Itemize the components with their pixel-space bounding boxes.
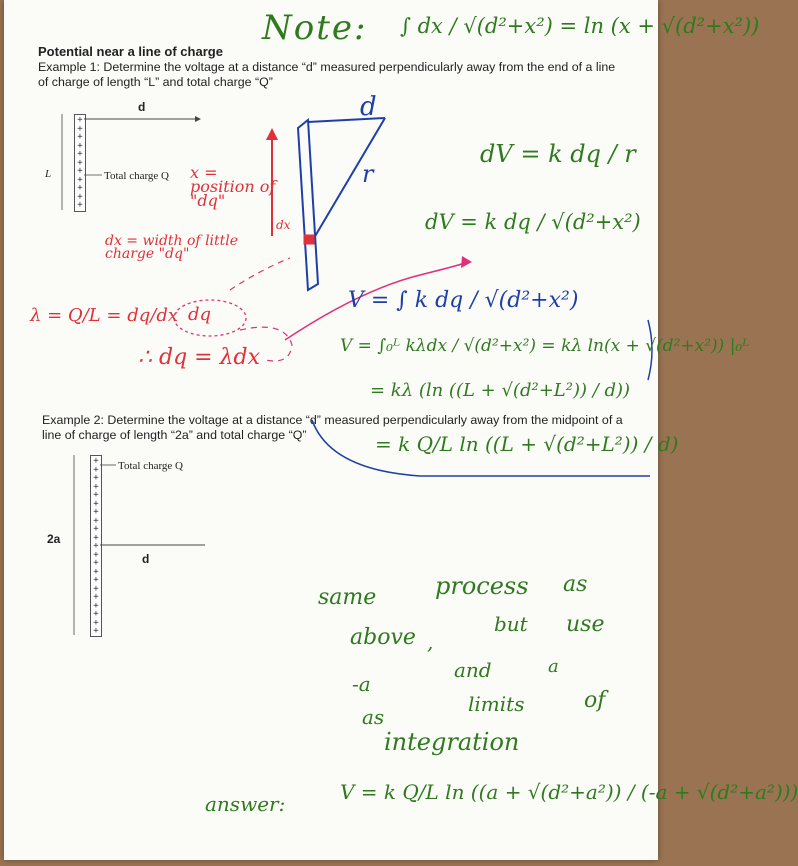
plus-charge-icon: + xyxy=(93,490,99,500)
figure2-length-label: 2a xyxy=(47,532,61,546)
hw-ex2-note-word: , xyxy=(427,630,434,654)
plus-charge-icon: + xyxy=(77,166,83,176)
plus-charge-icon: + xyxy=(77,132,83,142)
hw-lambda-eq: λ = Q/L = dq/dx xyxy=(30,305,179,326)
hw-ex2-note-word: as xyxy=(563,572,588,597)
plus-charge-icon: + xyxy=(77,183,83,193)
plus-charge-icon: + xyxy=(93,498,99,509)
hw-dq-lambda: ∴ dq = λdx xyxy=(138,345,261,370)
hw-r-label: r xyxy=(362,160,374,188)
hw-ex2-note-word: as xyxy=(362,705,385,729)
hw-dV-sqrt: dV = k dq / √(d²+x²) xyxy=(425,210,641,234)
hw-dq-bubble: dq xyxy=(188,304,212,325)
hw-V-limits: V = ∫₀ᴸ kλdx / √(d²+x²) = kλ ln(x + √(d²+x²)) |₀ᴸ xyxy=(340,336,750,356)
hw-ex2-note-word: limits xyxy=(468,692,525,716)
plus-charge-icon: + xyxy=(93,592,99,602)
hw-ex2-note-word: integration xyxy=(384,728,520,756)
plus-charge-icon: + xyxy=(93,617,99,628)
hw-answer-formula: V = k Q/L ln ((a + √(d²+a²)) / (-a + √(d²+a²))) xyxy=(340,780,798,804)
plus-charge-icon: + xyxy=(93,600,99,611)
plus-charge-icon: + xyxy=(93,626,99,636)
hw-V-result2: = k Q/L ln ((L + √(d²+L²)) / d) xyxy=(375,432,679,456)
plus-charge-icon: + xyxy=(77,149,83,159)
hw-dV-kdq-r: dV = k dq / r xyxy=(480,140,636,168)
hw-d-label: d xyxy=(360,92,377,122)
plus-charge-icon: + xyxy=(77,123,83,134)
plus-charge-icon: + xyxy=(93,532,99,543)
hw-dx-width: dx = width of little charge "dq" xyxy=(105,233,239,262)
plus-charge-icon: + xyxy=(77,157,83,168)
plus-charge-icon: + xyxy=(93,481,99,492)
hw-dx-small: dx xyxy=(276,218,291,232)
hw-V-integral: V = ∫ k dq / √(d²+x²) xyxy=(348,288,579,313)
example1-text: Example 1: Determine the voltage at a distance “d” measured perpendicularly away from the end of a line of charge of length “L” and total charge “Q” xyxy=(38,60,616,89)
note-label: Note: xyxy=(262,8,368,48)
example2-text: Example 2: Determine the voltage at a distance “d” measured perpendicularly away from the midpoint of a line of charge of length “2a” and total charge “Q” xyxy=(42,413,623,442)
plus-charge-icon: + xyxy=(93,558,99,568)
hw-ex2-note-word: and xyxy=(454,658,492,682)
plus-charge-icon: + xyxy=(77,191,83,202)
plus-charge-icon: + xyxy=(93,456,99,466)
hw-ex2-note-word: above xyxy=(350,625,416,650)
plus-charge-icon: + xyxy=(93,609,99,619)
hw-answer-label: answer: xyxy=(205,792,286,816)
hw-ex2-note-word: process xyxy=(435,572,529,600)
plus-charge-icon: + xyxy=(93,566,99,577)
plus-charge-icon: + xyxy=(93,515,99,526)
plus-charge-icon: + xyxy=(93,473,99,483)
plus-charge-icon: + xyxy=(93,507,99,517)
hw-ex2-note-word: a xyxy=(548,656,559,677)
hw-ex2-note-word: use xyxy=(566,612,605,637)
figure1-distance-label: d xyxy=(138,100,146,114)
plus-charge-icon: + xyxy=(77,140,83,151)
hw-ex2-note-word: of xyxy=(584,688,606,713)
figure1-length-label: L xyxy=(45,168,52,180)
page-title: Potential near a line of charge xyxy=(38,44,223,59)
plus-charge-icon: + xyxy=(77,200,83,210)
figure1-charge-label: Total charge Q xyxy=(104,170,170,182)
plus-charge-icon: + xyxy=(93,575,99,585)
figure2-distance-label: d xyxy=(142,552,150,566)
plus-charge-icon: + xyxy=(77,115,83,125)
figure2-charge-label: Total charge Q xyxy=(118,460,184,472)
note-formula: ∫ dx / √(d²+x²) = ln (x + √(d²+x²)) xyxy=(400,14,760,38)
hw-V-result1: = kλ (ln ((L + √(d²+L²)) / d)) xyxy=(370,380,631,401)
plus-charge-icon: + xyxy=(93,541,99,551)
hw-ex2-note-word: same xyxy=(318,585,377,610)
plus-charge-icon: + xyxy=(77,174,83,185)
hw-ex2-note-word: but xyxy=(494,612,528,636)
plus-charge-icon: + xyxy=(93,524,99,534)
hw-x-position: x = position of "dq" xyxy=(190,163,276,210)
plus-charge-icon: + xyxy=(93,464,99,475)
plus-charge-icon: + xyxy=(93,583,99,594)
plus-charge-icon: + xyxy=(93,549,99,560)
hw-ex2-note-word: -a xyxy=(352,672,371,696)
